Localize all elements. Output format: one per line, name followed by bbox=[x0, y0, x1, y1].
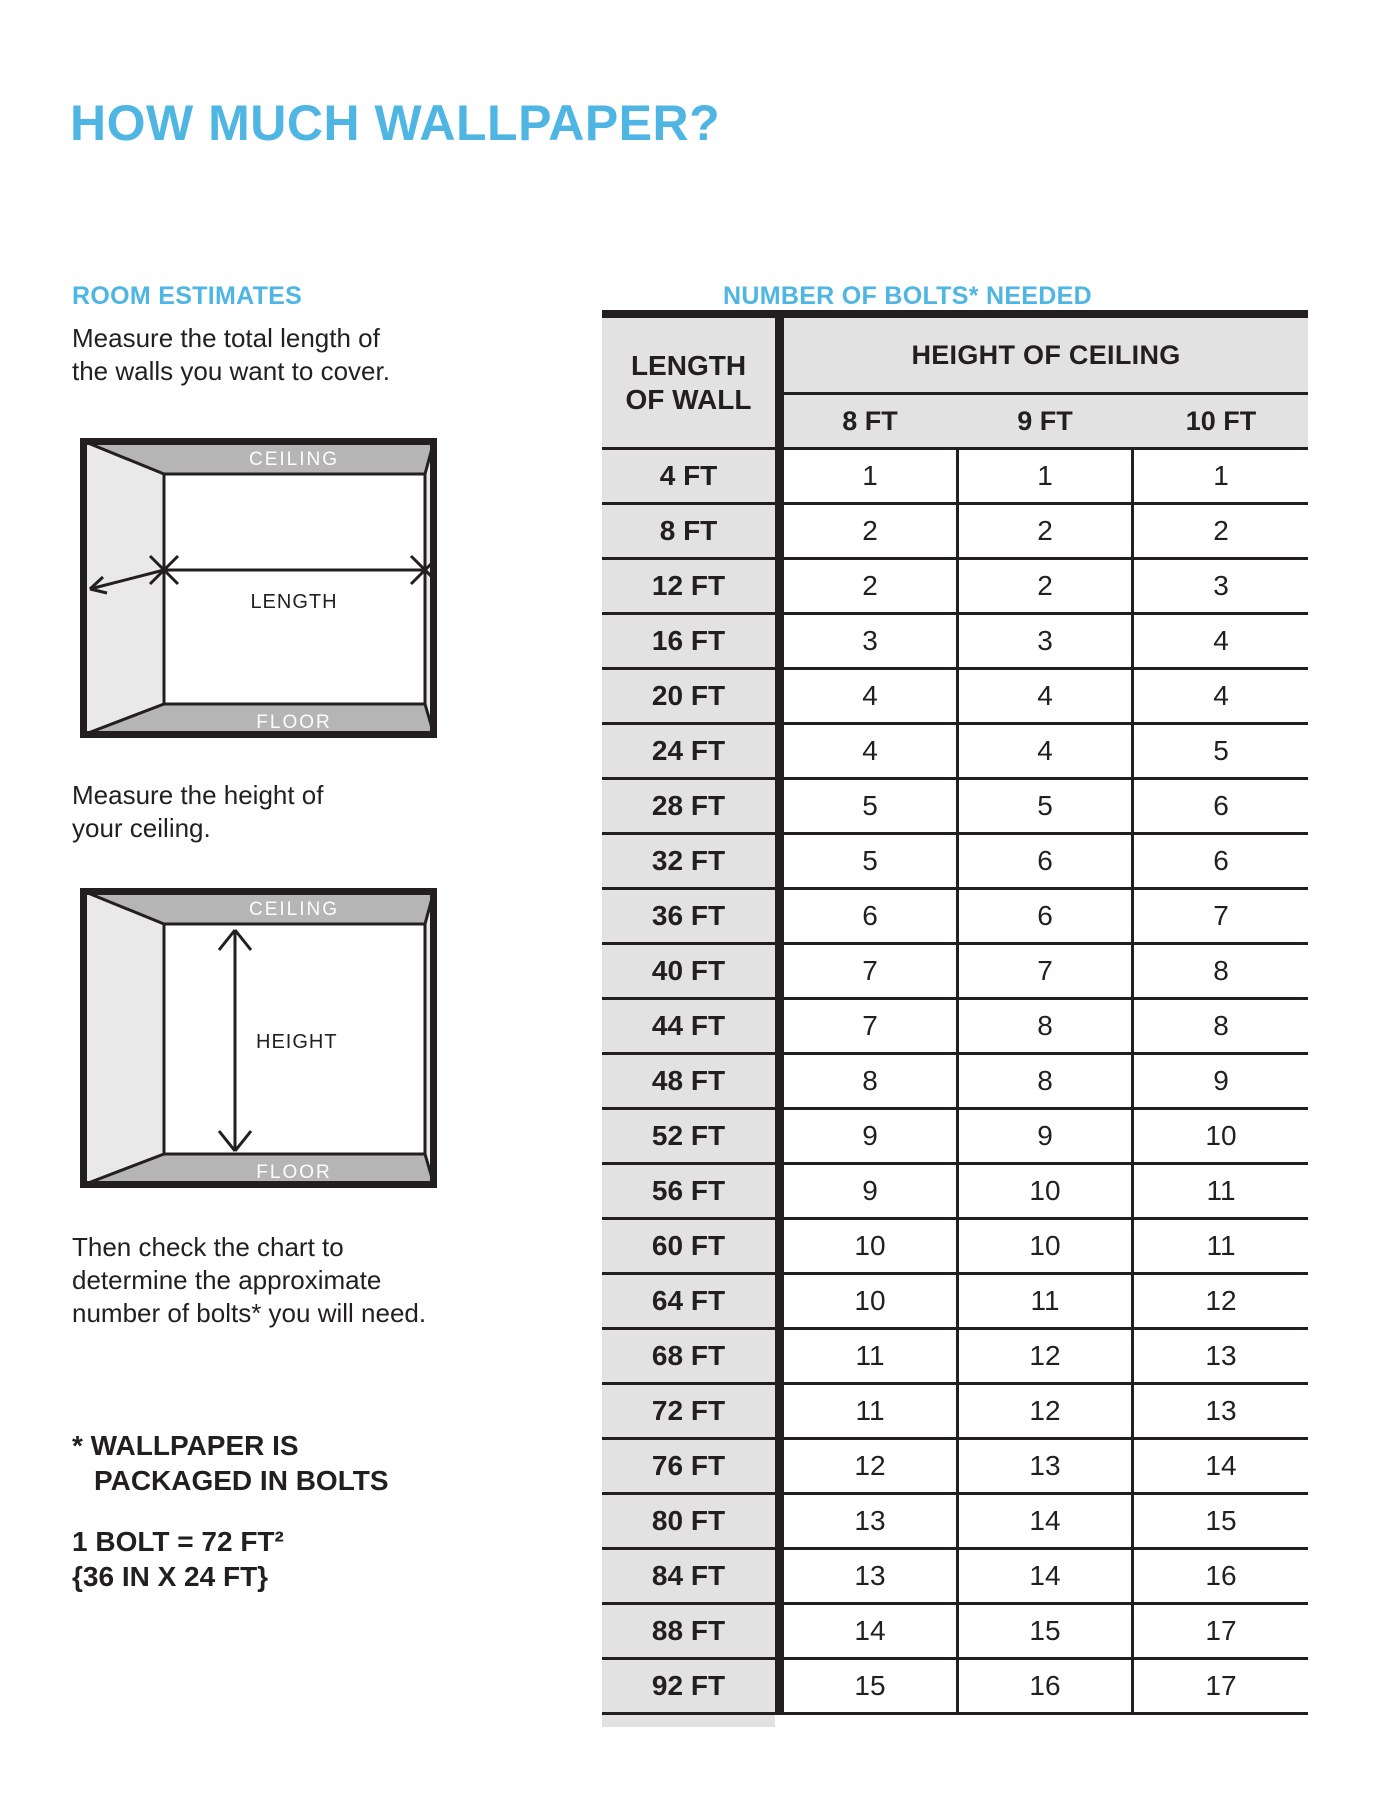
bolt-count-cell: 4 bbox=[959, 725, 1131, 777]
measure-length-instructions bbox=[72, 322, 390, 388]
bolt-count-cell: 11 bbox=[784, 1330, 956, 1382]
instruction-line: Measure the total length of bbox=[72, 323, 380, 353]
bolt-count-cell: 11 bbox=[1134, 1220, 1308, 1272]
room-length-diagram bbox=[80, 438, 437, 738]
instruction-line: number of bolts* you will need. bbox=[72, 1298, 427, 1328]
wallpaper-bolts-footnote bbox=[72, 1428, 389, 1498]
wall-length-row-header: 48 FT bbox=[602, 1055, 775, 1107]
bolt-count-cell: 9 bbox=[1134, 1055, 1308, 1107]
floor-label: FLOOR bbox=[256, 712, 332, 733]
left-wall-surface bbox=[83, 891, 164, 1185]
bolt-count-cell: 10 bbox=[784, 1220, 956, 1272]
bolt-count-cell: 2 bbox=[959, 505, 1131, 557]
bolt-count-cell: 6 bbox=[1134, 835, 1308, 887]
bolt-count-cell: 5 bbox=[1134, 725, 1308, 777]
bolt-count-cell: 6 bbox=[959, 835, 1131, 887]
wall-length-row-header: 52 FT bbox=[602, 1110, 775, 1162]
bolt-size-note bbox=[72, 1524, 284, 1594]
wall-length-row-header: 80 FT bbox=[602, 1495, 775, 1547]
bolt-count-cell: 13 bbox=[959, 1440, 1131, 1492]
bolt-count-cell: 8 bbox=[1134, 945, 1308, 997]
bolt-count-cell: 12 bbox=[959, 1385, 1131, 1437]
bolt-count-cell: 8 bbox=[959, 1055, 1131, 1107]
wall-length-row-header: 60 FT bbox=[602, 1220, 775, 1272]
wall-length-row-header: 76 FT bbox=[602, 1440, 775, 1492]
ceiling-label: CEILING bbox=[248, 449, 340, 470]
bolt-count-cell: 10 bbox=[1134, 1110, 1308, 1162]
bolt-count-cell: 16 bbox=[1134, 1550, 1308, 1602]
bolt-count-cell: 4 bbox=[784, 725, 956, 777]
bolt-count-cell: 14 bbox=[959, 1495, 1131, 1547]
wall-length-row-header: 40 FT bbox=[602, 945, 775, 997]
bolt-count-cell: 8 bbox=[784, 1055, 956, 1107]
bolt-count-cell: 11 bbox=[959, 1275, 1131, 1327]
col-header-10ft: 10 FT bbox=[1185, 405, 1257, 436]
wall-length-row-header: 64 FT bbox=[602, 1275, 775, 1327]
wall-length-row-header: 56 FT bbox=[602, 1165, 775, 1217]
instruction-line: determine the approximate bbox=[72, 1265, 382, 1295]
bolt-count-cell: 7 bbox=[1134, 890, 1308, 942]
check-chart-instructions bbox=[72, 1231, 426, 1330]
bolt-size-line: 1 BOLT = 72 FT² bbox=[72, 1526, 284, 1557]
bolt-count-cell: 9 bbox=[959, 1110, 1131, 1162]
bolt-count-cell: 4 bbox=[784, 670, 956, 722]
wall-length-row-header: 4 FT bbox=[602, 450, 775, 502]
bolt-count-cell: 2 bbox=[784, 505, 956, 557]
bolt-size-line: {36 IN X 24 FT} bbox=[72, 1561, 269, 1592]
bolt-count-cell: 10 bbox=[959, 1165, 1131, 1217]
table-top-border bbox=[602, 310, 1308, 318]
bolt-count-cell: 5 bbox=[784, 835, 956, 887]
bolt-count-cell: 6 bbox=[959, 890, 1131, 942]
height-label: HEIGHT bbox=[256, 1031, 338, 1053]
length-label: LENGTH bbox=[250, 591, 338, 613]
bolt-count-cell: 2 bbox=[784, 560, 956, 612]
bolt-count-cell: 15 bbox=[1134, 1495, 1308, 1547]
ceiling-height-subheader-row bbox=[784, 395, 1308, 447]
bolt-count-cell: 1 bbox=[1134, 450, 1308, 502]
bolt-count-cell: 14 bbox=[1134, 1440, 1308, 1492]
bolt-count-cell: 8 bbox=[1134, 1000, 1308, 1052]
bolt-count-cell: 6 bbox=[784, 890, 956, 942]
bolt-count-cell: 3 bbox=[784, 615, 956, 667]
bolt-count-cell: 17 bbox=[1134, 1660, 1308, 1712]
bolts-needed-heading: NUMBER OF BOLTS* NEEDED bbox=[723, 281, 1092, 310]
instruction-line: Then check the chart to bbox=[72, 1232, 344, 1262]
length-of-wall-header bbox=[602, 318, 775, 447]
instruction-line: your ceiling. bbox=[72, 813, 211, 843]
bolt-count-cell: 11 bbox=[1134, 1165, 1308, 1217]
bolt-count-cell: 7 bbox=[784, 1000, 956, 1052]
bolt-count-cell: 12 bbox=[784, 1440, 956, 1492]
bolt-count-cell: 14 bbox=[784, 1605, 956, 1657]
bolt-count-cell: 13 bbox=[784, 1495, 956, 1547]
bolt-count-cell: 2 bbox=[959, 560, 1131, 612]
bolt-count-cell: 11 bbox=[784, 1385, 956, 1437]
wall-length-row-header: 36 FT bbox=[602, 890, 775, 942]
bolt-count-cell: 3 bbox=[959, 615, 1131, 667]
bolt-count-cell: 10 bbox=[959, 1220, 1131, 1272]
wall-length-row-header: 12 FT bbox=[602, 560, 775, 612]
bolt-count-cell: 13 bbox=[1134, 1385, 1308, 1437]
col-header-9ft: 9 FT bbox=[1017, 405, 1073, 436]
wall-length-row-header: 88 FT bbox=[602, 1605, 775, 1657]
bolt-count-cell: 7 bbox=[959, 945, 1131, 997]
bolt-count-cell: 4 bbox=[1134, 670, 1308, 722]
wall-length-row-header: 44 FT bbox=[602, 1000, 775, 1052]
instruction-line: Measure the height of bbox=[72, 780, 324, 810]
footnote-line: PACKAGED IN BOLTS bbox=[94, 1465, 389, 1496]
left-column-stub bbox=[602, 1715, 775, 1727]
wall-length-row-header: 84 FT bbox=[602, 1550, 775, 1602]
ceiling-height-diagram bbox=[80, 888, 437, 1188]
bolt-count-cell: 6 bbox=[1134, 780, 1308, 832]
header-line: LENGTH bbox=[630, 349, 747, 381]
table-column-divider bbox=[775, 318, 784, 1715]
bolt-count-cell: 1 bbox=[784, 450, 956, 502]
bolt-count-cell: 12 bbox=[959, 1330, 1131, 1382]
bolt-count-cell: 5 bbox=[784, 780, 956, 832]
bolt-count-cell: 2 bbox=[1134, 505, 1308, 557]
room-estimates-heading: ROOM ESTIMATES bbox=[72, 281, 303, 310]
bolt-count-cell: 9 bbox=[784, 1110, 956, 1162]
bolt-count-cell: 12 bbox=[1134, 1275, 1308, 1327]
ceiling-label: CEILING bbox=[248, 899, 340, 920]
wall-length-row-header: 28 FT bbox=[602, 780, 775, 832]
bolt-count-cell: 15 bbox=[784, 1660, 956, 1712]
table-bottom-fill bbox=[775, 1715, 1308, 1727]
wall-length-row-header: 8 FT bbox=[602, 505, 775, 557]
height-of-ceiling-header: HEIGHT OF CEILING bbox=[784, 318, 1308, 392]
bolt-count-cell: 3 bbox=[1134, 560, 1308, 612]
back-wall bbox=[164, 474, 425, 704]
floor-label: FLOOR bbox=[256, 1162, 332, 1183]
wall-length-row-header: 16 FT bbox=[602, 615, 775, 667]
header-line: OF WALL bbox=[625, 383, 752, 415]
wall-length-row-header: 20 FT bbox=[602, 670, 775, 722]
measure-height-instructions bbox=[72, 779, 324, 845]
bolt-count-cell: 5 bbox=[959, 780, 1131, 832]
bolt-count-cell: 13 bbox=[784, 1550, 956, 1602]
wall-length-row-header: 92 FT bbox=[602, 1660, 775, 1712]
wall-length-row-header: 72 FT bbox=[602, 1385, 775, 1437]
footnote-line: * WALLPAPER IS bbox=[72, 1430, 299, 1461]
page-title: HOW MUCH WALLPAPER? bbox=[70, 94, 721, 151]
wall-length-row-header: 68 FT bbox=[602, 1330, 775, 1382]
instruction-line: the walls you want to cover. bbox=[72, 356, 390, 386]
bolt-count-cell: 17 bbox=[1134, 1605, 1308, 1657]
bolts-table bbox=[602, 310, 1308, 1727]
bolt-count-cell: 9 bbox=[784, 1165, 956, 1217]
bolt-count-cell: 4 bbox=[959, 670, 1131, 722]
bolt-count-cell: 10 bbox=[784, 1275, 956, 1327]
col-header-8ft: 8 FT bbox=[842, 405, 898, 436]
bolt-count-cell: 16 bbox=[959, 1660, 1131, 1712]
bolt-count-cell: 8 bbox=[959, 1000, 1131, 1052]
bolt-count-cell: 4 bbox=[1134, 615, 1308, 667]
bolt-count-cell: 14 bbox=[959, 1550, 1131, 1602]
wall-length-row-header: 24 FT bbox=[602, 725, 775, 777]
bolt-count-cell: 15 bbox=[959, 1605, 1131, 1657]
bolt-count-cell: 7 bbox=[784, 945, 956, 997]
bolt-count-cell: 13 bbox=[1134, 1330, 1308, 1382]
bolt-count-cell: 1 bbox=[959, 450, 1131, 502]
wall-length-row-header: 32 FT bbox=[602, 835, 775, 887]
